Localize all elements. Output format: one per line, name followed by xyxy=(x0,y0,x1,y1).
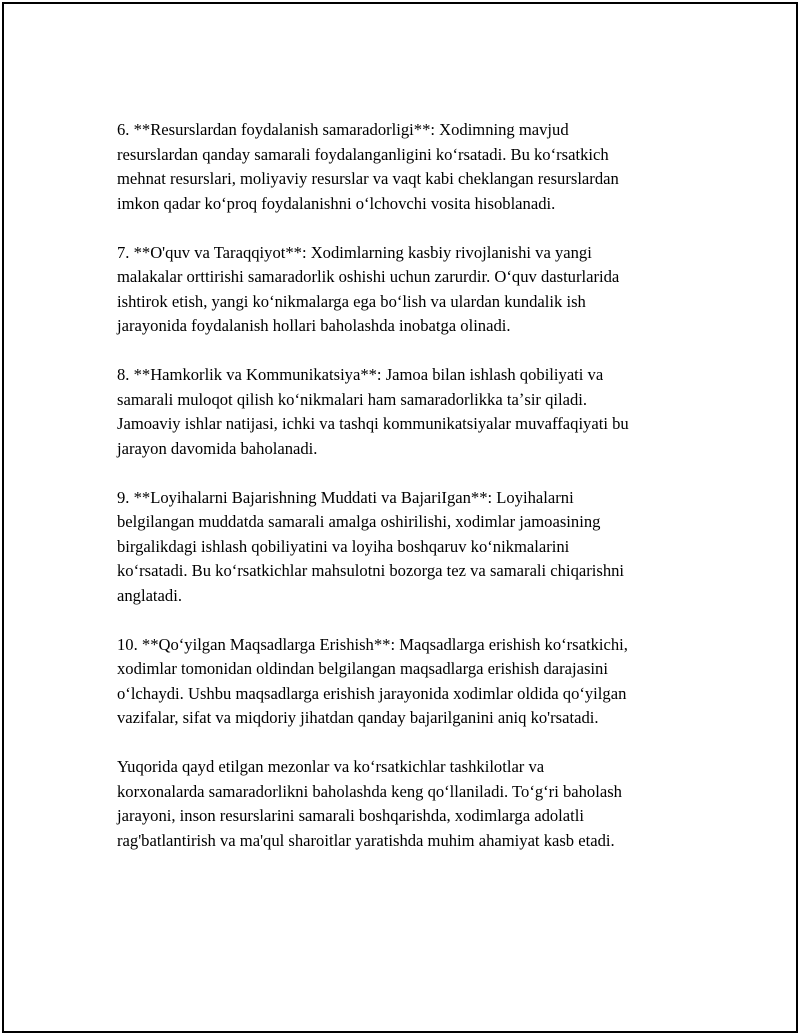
paragraph-collaboration-communication: 8. **Hamkorlik va Kommunikatsiya**: Jamoa bilan ishlash qobiliyati va samarali muloqot qilish koʻnikmalari ham samaradorlikka taʼsir qiladi. Jamoaviy ishlar natijasi, ichki va tashqi kommunikatsiyalar muvaffaqiyati bu jarayon davomida baholanadi. xyxy=(117,365,629,458)
document-body xyxy=(117,118,702,878)
paragraph-conclusion: Yuqorida qayd etilgan mezonlar va koʻrsatkichlar tashkilotlar va korxonalarda samaradorlikni baholashda keng qoʻllaniladi. Toʻgʻri baholash jarayoni, inson resurslarini samarali boshqarishda, xodimlarga adolatli rag'batlantirish va ma'qul sharoitlar yaratishda muhim ahamiyat kasb etadi. xyxy=(117,757,622,850)
paragraph-project-deadlines: 9. **Loyihalarni Bajarishning Muddati va BajariIgan**: Loyihalarni belgilangan muddatda samarali amalga oshirilishi, xodimlar jamoasining birgalikdagi ishlash qobiliyatini va loyiha boshqaruv koʻnikmalarini koʻrsatadi. Bu koʻrsatkichlar mahsulotni bozorga tez va samarali chiqarishni anglatadi. xyxy=(117,487,625,605)
paragraph-goal-achievement: 10. **Qoʻyilgan Maqsadlarga Erishish**: Maqsadlarga erishish koʻrsatkichi, xodimlar tomonidan oldindan belgilangan maqsadlarga erishish darajasini oʻlchaydi. Ushbu maqsadlarga erishish jarayonida xodimlar oldida qoʻyilgan vazifalar, sifat va miqdoriy jihatdan qanday bajarilganini aniq ko'rsatadi. xyxy=(117,634,628,727)
paragraph-training-development: 7. **O'quv va Taraqqiyot**: Xodimlarning kasbiy rivojlanishi va yangi malakalar orttirishi samaradorlik oshishi uchun zarurdir. Oʻquv dasturlarida ishtirok etish, yangi koʻnikmalarga ega boʻlish va ulardan kundalik ish jarayonida foydalanish hollari baholashda inobatga olinadi. xyxy=(117,242,620,335)
paragraph-resource-efficiency: 6. **Resurslardan foydalanish samaradorligi**: Xodimning mavjud resurslardan qanday samarali foydalanganligini koʻrsatadi. Bu koʻrsatkich mehnat resurslari, moliyaviy resurslar va vaqt kabi cheklangan resurslardan imkon qadar koʻproq foydalanishni oʻlchovchi vosita hisoblanadi. xyxy=(117,120,619,213)
